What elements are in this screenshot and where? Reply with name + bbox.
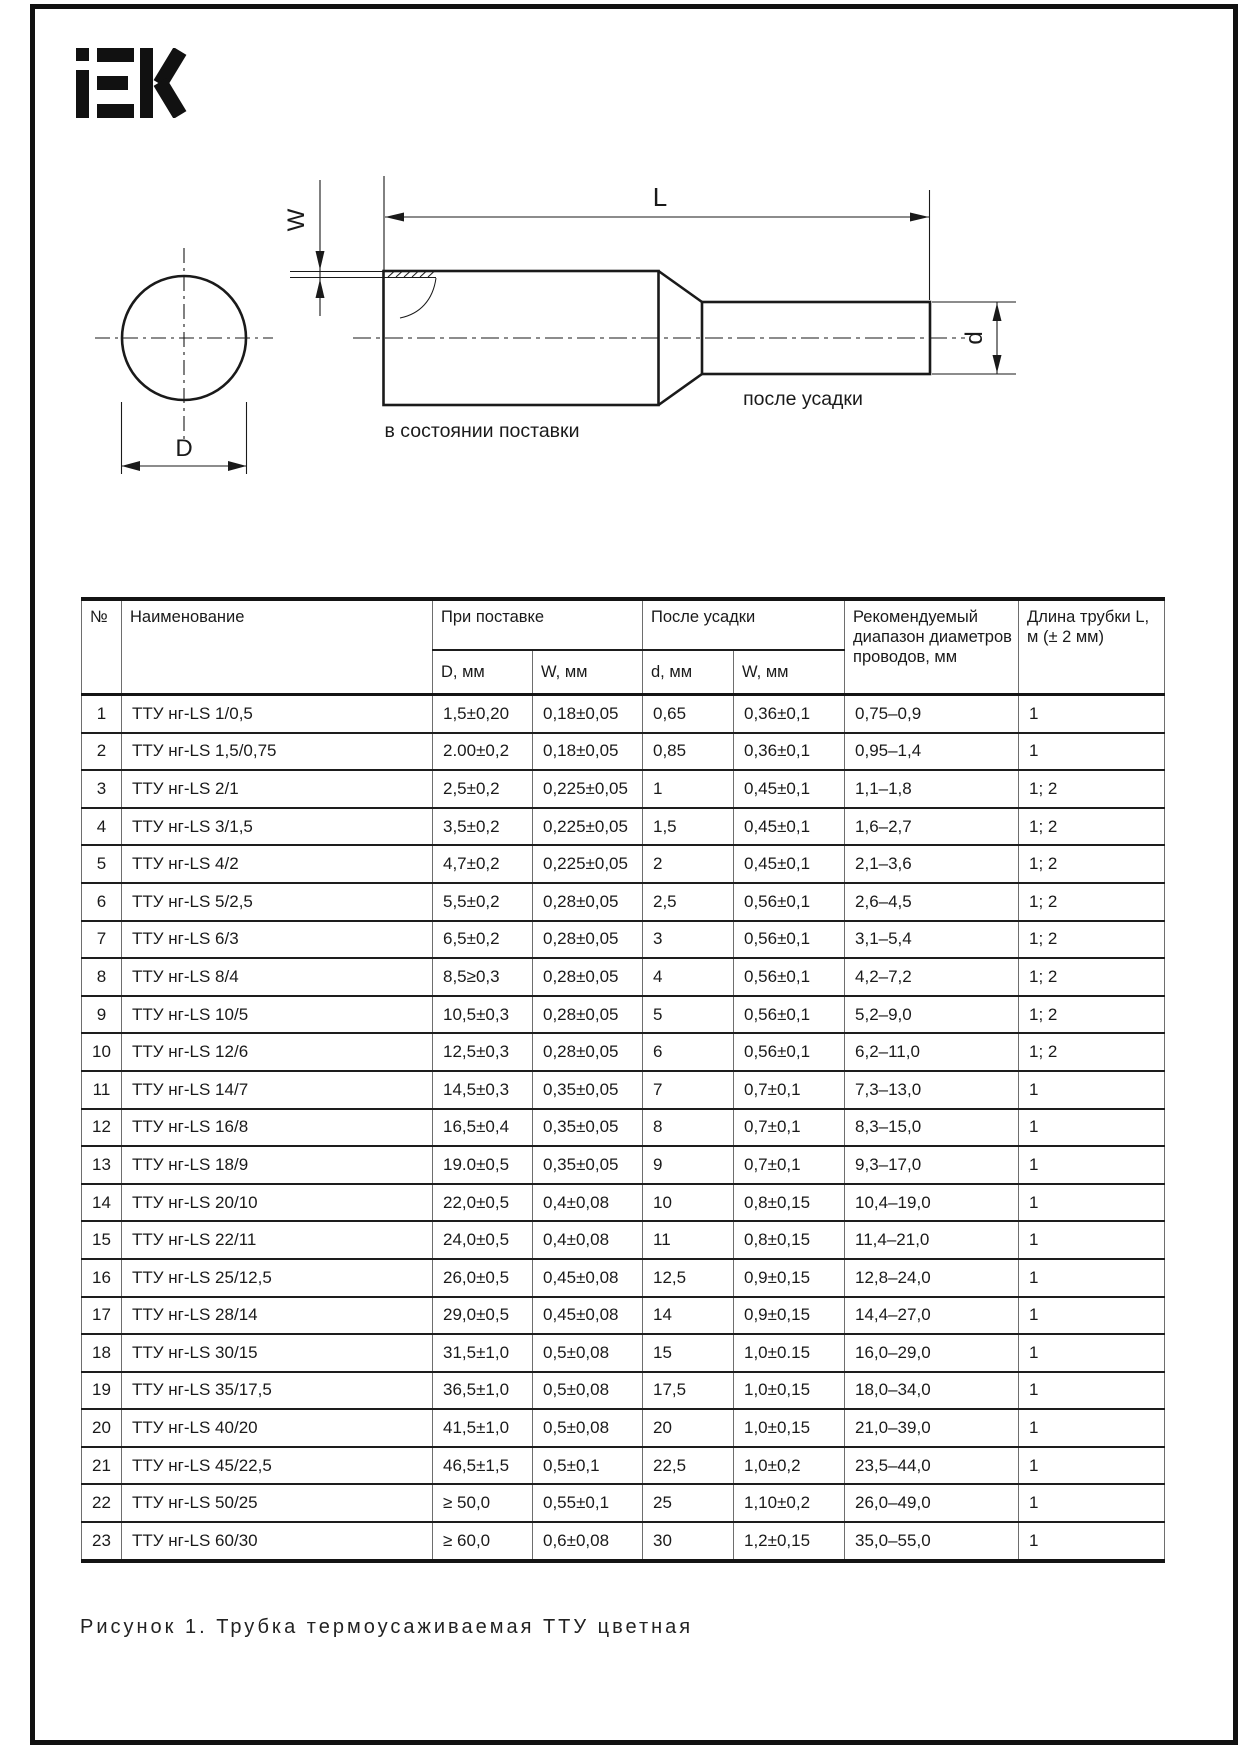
table-row xyxy=(82,1033,1165,1071)
table-cell: ТТУ нг-LS 16/8 xyxy=(122,1109,433,1147)
table-cell: 0,9±0,15 xyxy=(734,1297,845,1335)
table-row xyxy=(82,996,1165,1034)
table-cell: 1 xyxy=(643,770,734,808)
table-cell: 0,4±0,08 xyxy=(533,1184,643,1222)
table-cell: 9 xyxy=(82,996,122,1034)
table-cell: 11 xyxy=(82,1071,122,1109)
table-cell: 3 xyxy=(82,770,122,808)
table-cell: ТТУ нг-LS 40/20 xyxy=(122,1409,433,1447)
table-cell: 2 xyxy=(643,845,734,883)
table-cell: 0,225±0,05 xyxy=(533,770,643,808)
table-cell: 1,0±0,15 xyxy=(734,1409,845,1447)
table-row xyxy=(82,1447,1165,1485)
table-cell: 7,3–13,0 xyxy=(845,1071,1019,1109)
table-cell: ТТУ нг-LS 8/4 xyxy=(122,958,433,996)
table-cell: 0,45±0,08 xyxy=(533,1297,643,1335)
table-cell: 16 xyxy=(82,1259,122,1297)
col-header-d-shrink: d, мм xyxy=(643,650,734,695)
label-after-shrink: после усадки xyxy=(743,388,863,410)
table-body xyxy=(82,695,1165,1561)
table-cell: ТТУ нг-LS 6/3 xyxy=(122,921,433,959)
table-cell: 1 xyxy=(1019,1372,1165,1410)
table-cell: 26,0±0,5 xyxy=(433,1259,533,1297)
table-cell: 19.0±0,5 xyxy=(433,1146,533,1184)
table-cell: 8 xyxy=(643,1109,734,1147)
table-cell: 24,0±0,5 xyxy=(433,1221,533,1259)
table-cell: 0,45±0,1 xyxy=(734,808,845,846)
col-header-num: № xyxy=(82,599,122,695)
table-cell: 1 xyxy=(1019,1221,1165,1259)
table-cell: 0,55±0,1 xyxy=(533,1484,643,1522)
table-cell: 1 xyxy=(1019,1409,1165,1447)
table-cell: 1 xyxy=(1019,695,1165,733)
table-cell: 0,28±0,05 xyxy=(533,958,643,996)
table-cell: 31,5±1,0 xyxy=(433,1334,533,1372)
table-cell: 1 xyxy=(1019,1109,1165,1147)
taper-bottom xyxy=(659,374,703,405)
table-cell: 1 xyxy=(1019,1334,1165,1372)
table-cell: 21,0–39,0 xyxy=(845,1409,1019,1447)
table-cell: 10 xyxy=(643,1184,734,1222)
table-cell: 0,18±0,05 xyxy=(533,733,643,771)
table-cell: 1,1–1,8 xyxy=(845,770,1019,808)
table-row xyxy=(82,958,1165,996)
table-cell: 17,5 xyxy=(643,1372,734,1410)
label-L: L xyxy=(652,182,668,212)
taper-top xyxy=(659,271,703,302)
table-cell: 1 xyxy=(1019,1259,1165,1297)
table-cell: 26,0–49,0 xyxy=(845,1484,1019,1522)
table-cell: 8,5≥0,3 xyxy=(433,958,533,996)
table-cell: 5,5±0,2 xyxy=(433,883,533,921)
table-cell: ТТУ нг-LS 18/9 xyxy=(122,1146,433,1184)
table-cell: 18,0–34,0 xyxy=(845,1372,1019,1410)
table-row xyxy=(82,1297,1165,1335)
table-cell: 6 xyxy=(82,883,122,921)
table-row xyxy=(82,921,1165,959)
table-cell: 1; 2 xyxy=(1019,845,1165,883)
table-cell: 0,36±0,1 xyxy=(734,695,845,733)
table-row xyxy=(82,1522,1165,1561)
table-row xyxy=(82,1071,1165,1109)
table-cell: 1; 2 xyxy=(1019,770,1165,808)
table-cell: 29,0±0,5 xyxy=(433,1297,533,1335)
table-cell: 1,10±0,2 xyxy=(734,1484,845,1522)
table-cell: 0,56±0,1 xyxy=(734,958,845,996)
table-cell: 0,75–0,9 xyxy=(845,695,1019,733)
table-cell: 0,8±0,15 xyxy=(734,1221,845,1259)
table-cell: 12,5±0,3 xyxy=(433,1033,533,1071)
table-cell: 14,5±0,3 xyxy=(433,1071,533,1109)
iek-logo-glyphs xyxy=(76,48,180,118)
table-cell: 10 xyxy=(82,1033,122,1071)
table-cell: 16,0–29,0 xyxy=(845,1334,1019,1372)
table-cell: 0,35±0,05 xyxy=(533,1109,643,1147)
table-cell: 3 xyxy=(643,921,734,959)
table-cell: 0,45±0,08 xyxy=(533,1259,643,1297)
table-cell: 14 xyxy=(82,1184,122,1222)
table-row xyxy=(82,845,1165,883)
table-cell: ТТУ нг-LS 12/6 xyxy=(122,1033,433,1071)
table-cell: 0,225±0,05 xyxy=(533,845,643,883)
table-cell: 22,5 xyxy=(643,1447,734,1485)
table-cell: 0,5±0,08 xyxy=(533,1372,643,1410)
table-cell: ТТУ нг-LS 4/2 xyxy=(122,845,433,883)
l-arrow-left xyxy=(385,213,404,222)
table-cell: ТТУ нг-LS 20/10 xyxy=(122,1184,433,1222)
table-cell: 11,4–21,0 xyxy=(845,1221,1019,1259)
label-small-d: d xyxy=(961,331,988,345)
table-cell: 0,28±0,05 xyxy=(533,996,643,1034)
d-arrow-left xyxy=(122,461,141,471)
table-cell: 6,2–11,0 xyxy=(845,1033,1019,1071)
table-cell: 7 xyxy=(643,1071,734,1109)
table-cell: ТТУ нг-LS 1/0,5 xyxy=(122,695,433,733)
table-cell: 0,7±0,1 xyxy=(734,1146,845,1184)
table-cell: 1,5±0,20 xyxy=(433,695,533,733)
table-cell: 1 xyxy=(1019,1071,1165,1109)
table-row xyxy=(82,695,1165,733)
table-cell: ТТУ нг-LS 35/17,5 xyxy=(122,1372,433,1410)
table-cell: 0,56±0,1 xyxy=(734,883,845,921)
table-cell: 0,56±0,1 xyxy=(734,921,845,959)
table-cell: 1,6–2,7 xyxy=(845,808,1019,846)
table-cell: 35,0–55,0 xyxy=(845,1522,1019,1561)
table-cell: 11 xyxy=(643,1221,734,1259)
table-cell: 36,5±1,0 xyxy=(433,1372,533,1410)
table-cell: 0,28±0,05 xyxy=(533,921,643,959)
table-cell: 9 xyxy=(643,1146,734,1184)
table-cell: 25 xyxy=(643,1484,734,1522)
table-cell: 46,5±1,5 xyxy=(433,1447,533,1485)
table-cell: 8 xyxy=(82,958,122,996)
table-cell: 1 xyxy=(1019,1447,1165,1485)
col-header-name: Наименование xyxy=(122,599,433,695)
table-cell: 1,0±0,15 xyxy=(734,1372,845,1410)
table-cell: 0,5±0,08 xyxy=(533,1334,643,1372)
table-cell: 30 xyxy=(643,1522,734,1561)
table-cell: 6 xyxy=(643,1033,734,1071)
table-row xyxy=(82,1184,1165,1222)
table-cell: 1 xyxy=(1019,1184,1165,1222)
table-cell: 22,0±0,5 xyxy=(433,1184,533,1222)
table-cell: ТТУ нг-LS 3/1,5 xyxy=(122,808,433,846)
table-row xyxy=(82,883,1165,921)
table-cell: 0,28±0,05 xyxy=(533,883,643,921)
table-cell: 0,35±0,05 xyxy=(533,1146,643,1184)
table-cell: 1 xyxy=(1019,1146,1165,1184)
spec-table xyxy=(81,597,1165,1563)
label-supplied-state: в состоянии поставки xyxy=(384,420,580,442)
table-cell: ТТУ нг-LS 5/2,5 xyxy=(122,883,433,921)
table-cell: 19 xyxy=(82,1372,122,1410)
figure-caption: Рисунок 1. Трубка термоусаживаемая ТТУ цветная xyxy=(80,1616,694,1638)
table-cell: 22 xyxy=(82,1484,122,1522)
heat-shrink-tube-drawing xyxy=(0,140,1244,500)
table-cell: 2,6–4,5 xyxy=(845,883,1019,921)
d-arrow-right xyxy=(228,461,247,471)
table-row xyxy=(82,733,1165,771)
table-cell: 3,1–5,4 xyxy=(845,921,1019,959)
table-cell: 1,0±0.15 xyxy=(734,1334,845,1372)
table-cell: 1; 2 xyxy=(1019,883,1165,921)
table-row xyxy=(82,1409,1165,1447)
w-arrow-down xyxy=(316,251,325,270)
table-cell: 0,4±0,08 xyxy=(533,1221,643,1259)
col-header-D-supply: D, мм xyxy=(433,650,533,695)
table-cell: 0,7±0,1 xyxy=(734,1109,845,1147)
table-cell: 13 xyxy=(82,1146,122,1184)
table-cell: ТТУ нг-LS 28/14 xyxy=(122,1297,433,1335)
w-arrow-up xyxy=(316,279,325,298)
table-cell: 6,5±0,2 xyxy=(433,921,533,959)
table-row xyxy=(82,1484,1165,1522)
table-row xyxy=(82,1146,1165,1184)
table-cell: 14,4–27,0 xyxy=(845,1297,1019,1335)
table-cell: 41,5±1,0 xyxy=(433,1409,533,1447)
table-cell: ТТУ нг-LS 22/11 xyxy=(122,1221,433,1259)
table-cell: 12,5 xyxy=(643,1259,734,1297)
table-cell: 1,0±0,2 xyxy=(734,1447,845,1485)
table-cell: 21 xyxy=(82,1447,122,1485)
table-cell: 2.00±0,2 xyxy=(433,733,533,771)
table-cell: 1 xyxy=(1019,1522,1165,1561)
table-cell: 14 xyxy=(643,1297,734,1335)
label-D: D xyxy=(175,435,193,462)
col-header-length: Длина трубки L, м (± 2 мм) xyxy=(1019,599,1165,695)
table-cell: ТТУ нг-LS 30/15 xyxy=(122,1334,433,1372)
table-cell: 1; 2 xyxy=(1019,958,1165,996)
table-cell: 2 xyxy=(82,733,122,771)
table-cell: 0,28±0,05 xyxy=(533,1033,643,1071)
col-header-shrink-group: После усадки xyxy=(643,599,845,650)
table-cell: 0,36±0,1 xyxy=(734,733,845,771)
table-cell: 17 xyxy=(82,1297,122,1335)
table-cell: 0,5±0,1 xyxy=(533,1447,643,1485)
table-cell: 0,56±0,1 xyxy=(734,1033,845,1071)
table-cell: 2,1–3,6 xyxy=(845,845,1019,883)
small-d-arrow-down xyxy=(993,355,1002,373)
table-row xyxy=(82,1221,1165,1259)
table-cell: 1,5 xyxy=(643,808,734,846)
table-row xyxy=(82,1334,1165,1372)
table-cell: 1 xyxy=(1019,1297,1165,1335)
table-cell: 15 xyxy=(82,1221,122,1259)
table-cell: 3,5±0,2 xyxy=(433,808,533,846)
table-row xyxy=(82,1109,1165,1147)
table-cell: ≥ 50,0 xyxy=(433,1484,533,1522)
table-row xyxy=(82,1372,1165,1410)
table-cell: 10,5±0,3 xyxy=(433,996,533,1034)
table-cell: 15 xyxy=(643,1334,734,1372)
table-cell: ≥ 60,0 xyxy=(433,1522,533,1561)
table-cell: 2,5 xyxy=(643,883,734,921)
table-cell: 10,4–19,0 xyxy=(845,1184,1019,1222)
table-cell: 20 xyxy=(82,1409,122,1447)
table-cell: 12 xyxy=(82,1109,122,1147)
table-cell: ТТУ нг-LS 10/5 xyxy=(122,996,433,1034)
table-cell: ТТУ нг-LS 60/30 xyxy=(122,1522,433,1561)
table-cell: ТТУ нг-LS 45/22,5 xyxy=(122,1447,433,1485)
col-header-supply-group: При поставке xyxy=(433,599,643,650)
table-cell: 0,45±0,1 xyxy=(734,845,845,883)
table-cell: ТТУ нг-LS 2/1 xyxy=(122,770,433,808)
table-row xyxy=(82,808,1165,846)
table-cell: 5 xyxy=(82,845,122,883)
table-cell: 18 xyxy=(82,1334,122,1372)
table-cell: 1 xyxy=(82,695,122,733)
table-cell: 4 xyxy=(82,808,122,846)
table-cell: 0,95–1,4 xyxy=(845,733,1019,771)
table-cell: 5,2–9,0 xyxy=(845,996,1019,1034)
spec-table-wrap xyxy=(81,597,1164,1563)
table-cell: 1 xyxy=(1019,1484,1165,1522)
table-cell: 0,6±0,08 xyxy=(533,1522,643,1561)
table-cell: 0,8±0,15 xyxy=(734,1184,845,1222)
col-header-range: Рекомендуемый диапазон диаметров проводов, мм xyxy=(845,599,1019,695)
table-cell: 0,56±0,1 xyxy=(734,996,845,1034)
table-cell: 1 xyxy=(1019,733,1165,771)
label-W: W xyxy=(283,208,310,232)
table-cell: ТТУ нг-LS 1,5/0,75 xyxy=(122,733,433,771)
table-cell: 0,18±0,05 xyxy=(533,695,643,733)
table-cell: 0,225±0,05 xyxy=(533,808,643,846)
table-cell: 0,65 xyxy=(643,695,734,733)
table-cell: 4,7±0,2 xyxy=(433,845,533,883)
table-cell: 23,5–44,0 xyxy=(845,1447,1019,1485)
table-cell: 0,5±0,08 xyxy=(533,1409,643,1447)
table-cell: 12,8–24,0 xyxy=(845,1259,1019,1297)
table-cell: 0,7±0,1 xyxy=(734,1071,845,1109)
table-cell: 0,35±0,05 xyxy=(533,1071,643,1109)
table-cell: 5 xyxy=(643,996,734,1034)
table-cell: 1,2±0,15 xyxy=(734,1522,845,1561)
table-cell: ТТУ нг-LS 25/12,5 xyxy=(122,1259,433,1297)
table-cell: 1; 2 xyxy=(1019,921,1165,959)
col-header-W-supply: W, мм xyxy=(533,650,643,695)
table-cell: 2,5±0,2 xyxy=(433,770,533,808)
small-d-arrow-up xyxy=(993,303,1002,321)
col-header-W-shrink: W, мм xyxy=(734,650,845,695)
table-cell: 4 xyxy=(643,958,734,996)
iek-logo xyxy=(76,48,188,118)
table-cell: 0,85 xyxy=(643,733,734,771)
table-cell: ТТУ нг-LS 14/7 xyxy=(122,1071,433,1109)
table-cell: 20 xyxy=(643,1409,734,1447)
table-cell: 1; 2 xyxy=(1019,808,1165,846)
table-cell: 16,5±0,4 xyxy=(433,1109,533,1147)
table-cell: 8,3–15,0 xyxy=(845,1109,1019,1147)
table-row xyxy=(82,1259,1165,1297)
table-cell: 0,45±0,1 xyxy=(734,770,845,808)
table-row xyxy=(82,770,1165,808)
table-cell: 4,2–7,2 xyxy=(845,958,1019,996)
table-cell: 0,9±0,15 xyxy=(734,1259,845,1297)
table-cell: 1; 2 xyxy=(1019,996,1165,1034)
table-cell: 1; 2 xyxy=(1019,1033,1165,1071)
table-cell: 23 xyxy=(82,1522,122,1561)
table-cell: ТТУ нг-LS 50/25 xyxy=(122,1484,433,1522)
table-cell: 7 xyxy=(82,921,122,959)
l-arrow-right xyxy=(910,213,929,222)
table-cell: 9,3–17,0 xyxy=(845,1146,1019,1184)
